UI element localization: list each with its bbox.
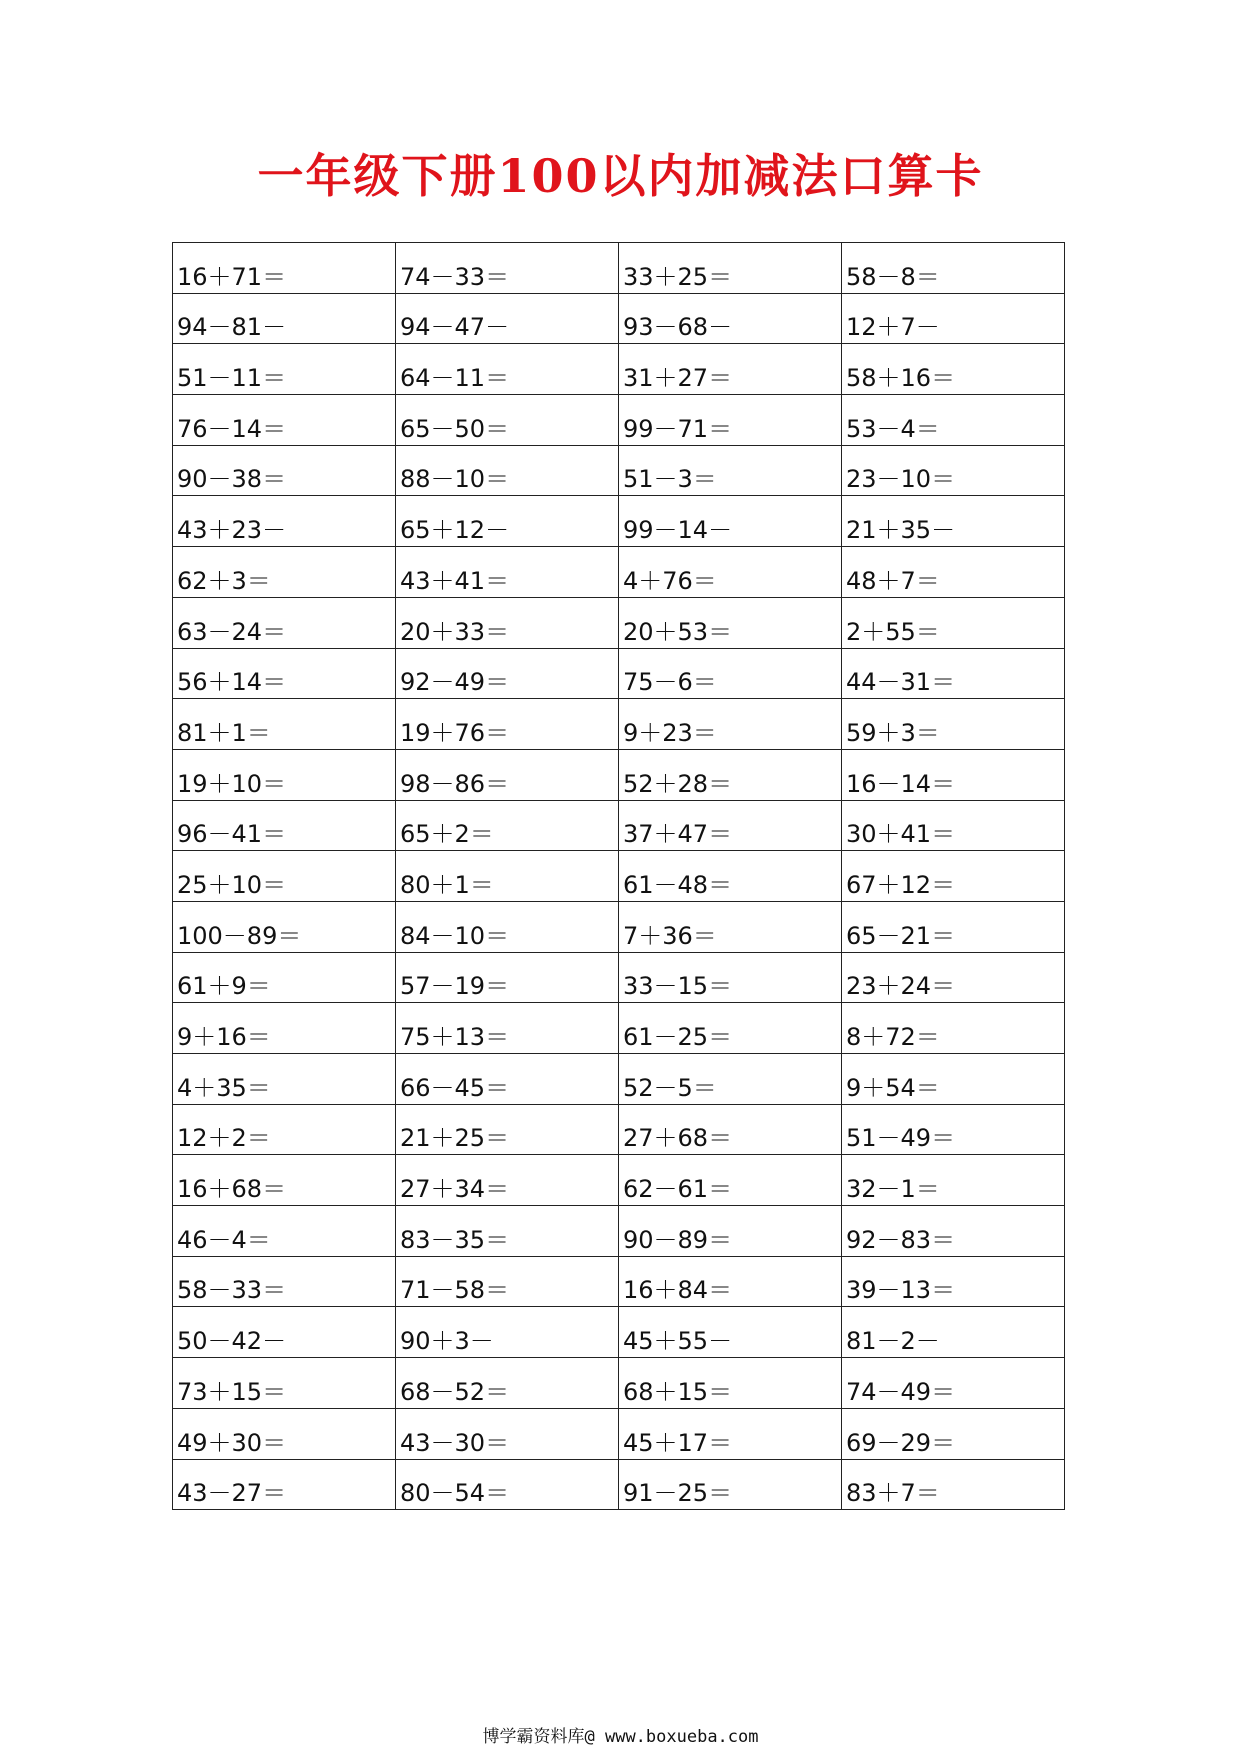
problem-text: 37＋47＝ xyxy=(623,820,733,849)
problem-text: 94－81－ xyxy=(177,313,287,342)
problem-text: 9＋54＝ xyxy=(846,1073,940,1102)
problem-cell xyxy=(842,800,1065,851)
problem-text: 63－24＝ xyxy=(177,617,287,646)
problem-cell xyxy=(173,1104,396,1155)
problem-text: 83－35＝ xyxy=(400,1225,510,1254)
problem-cell xyxy=(619,1358,842,1409)
problem-text: 16＋71＝ xyxy=(177,262,287,291)
problem-text: 32－1＝ xyxy=(846,1175,940,1204)
problem-cell xyxy=(173,1206,396,1257)
arithmetic-table-body xyxy=(173,243,1065,1510)
arithmetic-table xyxy=(172,242,1065,1510)
problem-cell xyxy=(619,395,842,446)
table-row xyxy=(173,293,1065,344)
table-row xyxy=(173,851,1065,902)
problem-cell xyxy=(396,547,619,598)
problem-text: 33－15＝ xyxy=(623,972,733,1001)
problem-text: 68－52＝ xyxy=(400,1377,510,1406)
problem-text: 80－54＝ xyxy=(400,1479,510,1508)
problem-cell xyxy=(842,1307,1065,1358)
problem-cell xyxy=(173,851,396,902)
table-row xyxy=(173,1459,1065,1510)
problem-cell xyxy=(173,648,396,699)
problem-text: 48＋7＝ xyxy=(846,566,940,595)
problem-cell xyxy=(396,243,619,294)
problem-text: 44－31＝ xyxy=(846,668,956,697)
problem-cell xyxy=(842,1003,1065,1054)
problem-text: 99－14－ xyxy=(623,516,733,545)
problem-cell xyxy=(173,1256,396,1307)
table-row xyxy=(173,547,1065,598)
problem-cell xyxy=(396,749,619,800)
problem-cell xyxy=(396,1054,619,1105)
problem-cell xyxy=(842,1358,1065,1409)
problem-text: 19＋76＝ xyxy=(400,718,510,747)
problem-text: 51－11＝ xyxy=(177,364,287,393)
problem-text: 45＋55－ xyxy=(623,1327,733,1356)
problem-cell xyxy=(396,445,619,496)
table-row xyxy=(173,1307,1065,1358)
problem-text: 65＋12－ xyxy=(400,516,510,545)
problem-cell xyxy=(619,1307,842,1358)
problem-cell xyxy=(619,496,842,547)
problem-cell xyxy=(842,1054,1065,1105)
problem-cell xyxy=(619,1003,842,1054)
problem-cell xyxy=(173,1358,396,1409)
problem-text: 56＋14＝ xyxy=(177,668,287,697)
problem-cell xyxy=(842,901,1065,952)
table-row xyxy=(173,749,1065,800)
problem-text: 81＋1＝ xyxy=(177,718,271,747)
problem-cell xyxy=(619,597,842,648)
problem-text: 74－33＝ xyxy=(400,262,510,291)
problem-text: 8＋72＝ xyxy=(846,1023,940,1051)
problem-text: 16－14＝ xyxy=(846,769,956,798)
problem-cell xyxy=(619,749,842,800)
problem-cell xyxy=(173,800,396,851)
table-row xyxy=(173,1206,1065,1257)
problem-cell xyxy=(396,1307,619,1358)
problem-cell xyxy=(173,395,396,446)
problem-text: 83＋7＝ xyxy=(846,1479,940,1508)
problem-text: 59＋3＝ xyxy=(846,718,940,747)
problem-cell xyxy=(619,1459,842,1510)
problem-cell xyxy=(396,1358,619,1409)
problem-text: 88－10＝ xyxy=(400,465,510,494)
problem-cell xyxy=(396,1104,619,1155)
problem-cell xyxy=(396,293,619,344)
problem-cell xyxy=(842,699,1065,750)
problem-cell xyxy=(842,1256,1065,1307)
problem-text: 65＋2＝ xyxy=(400,820,494,849)
problem-text: 58－33＝ xyxy=(177,1276,287,1305)
problem-cell xyxy=(173,1459,396,1510)
problem-text: 94－47－ xyxy=(400,313,510,342)
table-row xyxy=(173,648,1065,699)
problem-text: 92－49＝ xyxy=(400,668,510,697)
problem-text: 73＋15＝ xyxy=(177,1377,287,1406)
problem-cell xyxy=(396,395,619,446)
problem-cell xyxy=(173,699,396,750)
problem-text: 20＋33＝ xyxy=(400,617,510,646)
problem-cell xyxy=(173,1307,396,1358)
problem-cell xyxy=(842,1206,1065,1257)
problem-cell xyxy=(619,445,842,496)
problem-text: 53－4＝ xyxy=(846,414,940,443)
problem-text: 80＋1＝ xyxy=(400,870,494,899)
problem-cell xyxy=(173,547,396,598)
problem-cell xyxy=(173,597,396,648)
problem-cell xyxy=(396,1408,619,1459)
problem-text: 45＋17＝ xyxy=(623,1428,733,1457)
problem-text: 75＋13＝ xyxy=(400,1023,510,1051)
problem-cell xyxy=(842,1155,1065,1206)
table-row xyxy=(173,1408,1065,1459)
problem-cell xyxy=(396,344,619,395)
problem-cell xyxy=(396,952,619,1003)
problem-cell xyxy=(842,445,1065,496)
problem-text: 27＋34＝ xyxy=(400,1175,510,1204)
problem-cell xyxy=(842,344,1065,395)
problem-text: 64－11＝ xyxy=(400,364,510,393)
table-row xyxy=(173,1155,1065,1206)
problem-text: 99－71＝ xyxy=(623,414,733,443)
problem-text: 7＋36＝ xyxy=(623,921,717,950)
problem-text: 65－50＝ xyxy=(400,414,510,443)
problem-text: 51－3＝ xyxy=(623,465,717,494)
table-row xyxy=(173,344,1065,395)
problem-text: 23－10＝ xyxy=(846,465,956,494)
problem-cell xyxy=(396,800,619,851)
problem-cell xyxy=(396,1003,619,1054)
problem-cell xyxy=(619,952,842,1003)
problem-text: 68＋15＝ xyxy=(623,1377,733,1406)
table-row xyxy=(173,1003,1065,1054)
problem-cell xyxy=(619,648,842,699)
problem-cell xyxy=(619,901,842,952)
problem-cell xyxy=(173,1408,396,1459)
problem-cell xyxy=(396,648,619,699)
table-row xyxy=(173,800,1065,851)
problem-text: 67＋12＝ xyxy=(846,870,956,899)
problem-cell xyxy=(396,496,619,547)
problem-text: 98－86＝ xyxy=(400,769,510,798)
problem-cell xyxy=(619,1256,842,1307)
problem-text: 100－89＝ xyxy=(177,921,302,950)
problem-cell xyxy=(842,395,1065,446)
problem-text: 12＋7－ xyxy=(846,313,940,342)
problem-text: 31＋27＝ xyxy=(623,364,733,393)
problem-text: 51－49＝ xyxy=(846,1124,956,1153)
problem-text: 2＋55＝ xyxy=(846,617,940,646)
problem-text: 62－61＝ xyxy=(623,1175,733,1204)
page-title: 一年级下册100以内加减法口算卡 xyxy=(257,149,984,203)
problem-cell xyxy=(396,1459,619,1510)
problem-cell xyxy=(619,851,842,902)
problem-text: 65－21＝ xyxy=(846,921,956,950)
problem-text: 16＋84＝ xyxy=(623,1276,733,1305)
problem-text: 43－27＝ xyxy=(177,1479,287,1508)
problem-cell xyxy=(396,1206,619,1257)
problem-text: 39－13＝ xyxy=(846,1276,956,1305)
problem-cell xyxy=(842,749,1065,800)
problem-text: 84－10＝ xyxy=(400,921,510,950)
problem-cell xyxy=(173,293,396,344)
table-row xyxy=(173,243,1065,294)
problem-cell xyxy=(842,293,1065,344)
problem-text: 61＋9＝ xyxy=(177,972,271,1001)
problem-cell xyxy=(619,800,842,851)
problem-text: 33＋25＝ xyxy=(623,262,733,291)
problem-cell xyxy=(396,1155,619,1206)
problem-text: 75－6＝ xyxy=(623,668,717,697)
problem-cell xyxy=(173,1003,396,1054)
problem-cell xyxy=(396,597,619,648)
problem-cell xyxy=(173,496,396,547)
problem-text: 9＋16＝ xyxy=(177,1023,271,1051)
problem-cell xyxy=(396,699,619,750)
problem-text: 92－83＝ xyxy=(846,1225,956,1254)
problem-text: 21＋35－ xyxy=(846,516,956,545)
problem-cell xyxy=(842,496,1065,547)
problem-text: 62＋3＝ xyxy=(177,566,271,595)
problem-cell xyxy=(842,1459,1065,1510)
problem-cell xyxy=(173,344,396,395)
problem-cell xyxy=(619,1206,842,1257)
table-row xyxy=(173,699,1065,750)
problem-cell xyxy=(173,749,396,800)
problem-cell xyxy=(173,901,396,952)
problem-cell xyxy=(842,243,1065,294)
problem-text: 12＋2＝ xyxy=(177,1124,271,1153)
problem-text: 23＋24＝ xyxy=(846,972,956,1001)
problem-text: 91－25＝ xyxy=(623,1479,733,1508)
problem-text: 52－5＝ xyxy=(623,1073,717,1102)
table-row xyxy=(173,496,1065,547)
table-row xyxy=(173,445,1065,496)
problem-cell xyxy=(396,1256,619,1307)
problem-text: 43－30＝ xyxy=(400,1428,510,1457)
problem-cell xyxy=(619,293,842,344)
problem-text: 57－19＝ xyxy=(400,972,510,1001)
problem-text: 76－14＝ xyxy=(177,414,287,443)
problem-cell xyxy=(619,1155,842,1206)
problem-text: 71－58＝ xyxy=(400,1276,510,1305)
problem-text: 43＋23－ xyxy=(177,516,287,545)
problem-cell xyxy=(842,1408,1065,1459)
problem-cell xyxy=(396,851,619,902)
problem-text: 74－49＝ xyxy=(846,1377,956,1406)
footer-watermark: 博学霸资料库@ www.boxueba.com xyxy=(482,1727,759,1747)
table-row xyxy=(173,1358,1065,1409)
table-row xyxy=(173,1054,1065,1105)
problem-text: 61－25＝ xyxy=(623,1023,733,1051)
problem-cell xyxy=(619,699,842,750)
problem-text: 27＋68＝ xyxy=(623,1124,733,1153)
problem-cell xyxy=(842,648,1065,699)
problem-cell xyxy=(396,901,619,952)
problem-cell xyxy=(619,344,842,395)
problem-text: 16＋68＝ xyxy=(177,1175,287,1204)
problem-cell xyxy=(619,1408,842,1459)
problem-text: 20＋53＝ xyxy=(623,617,733,646)
problem-cell xyxy=(173,1054,396,1105)
problem-cell xyxy=(842,597,1065,648)
table-row xyxy=(173,1104,1065,1155)
problem-text: 21＋25＝ xyxy=(400,1124,510,1153)
problem-text: 30＋41＝ xyxy=(846,820,956,849)
table-row xyxy=(173,901,1065,952)
problem-text: 69－29＝ xyxy=(846,1428,956,1457)
problem-text: 96－41＝ xyxy=(177,820,287,849)
problem-text: 90＋3－ xyxy=(400,1327,494,1356)
table-row xyxy=(173,952,1065,1003)
problem-text: 81－2－ xyxy=(846,1327,940,1356)
problem-cell xyxy=(173,952,396,1003)
problem-cell xyxy=(619,243,842,294)
problem-text: 90－89＝ xyxy=(623,1225,733,1254)
table-row xyxy=(173,395,1065,446)
table-row xyxy=(173,597,1065,648)
problem-cell xyxy=(619,1054,842,1105)
problem-cell xyxy=(173,1155,396,1206)
problem-cell xyxy=(619,547,842,598)
problem-text: 93－68－ xyxy=(623,313,733,342)
problem-text: 46－4＝ xyxy=(177,1225,271,1254)
problem-text: 25＋10＝ xyxy=(177,870,287,899)
problem-text: 90－38＝ xyxy=(177,465,287,494)
problem-text: 52＋28＝ xyxy=(623,769,733,798)
problem-cell xyxy=(842,1104,1065,1155)
problem-text: 4＋35＝ xyxy=(177,1073,271,1102)
table-row xyxy=(173,1256,1065,1307)
problem-text: 50－42－ xyxy=(177,1327,287,1356)
problem-text: 49＋30＝ xyxy=(177,1428,287,1457)
problem-text: 61－48＝ xyxy=(623,870,733,899)
problem-cell xyxy=(842,851,1065,902)
problem-text: 19＋10＝ xyxy=(177,769,287,798)
problem-cell xyxy=(619,1104,842,1155)
problem-text: 66－45＝ xyxy=(400,1073,510,1102)
problem-cell xyxy=(173,243,396,294)
problem-text: 9＋23＝ xyxy=(623,718,717,747)
problem-cell xyxy=(173,445,396,496)
problem-text: 58－8＝ xyxy=(846,262,940,291)
problem-text: 43＋41＝ xyxy=(400,566,510,595)
problem-cell xyxy=(842,952,1065,1003)
problem-text: 58＋16＝ xyxy=(846,364,956,393)
problem-cell xyxy=(842,547,1065,598)
problem-text: 4＋76＝ xyxy=(623,566,717,595)
